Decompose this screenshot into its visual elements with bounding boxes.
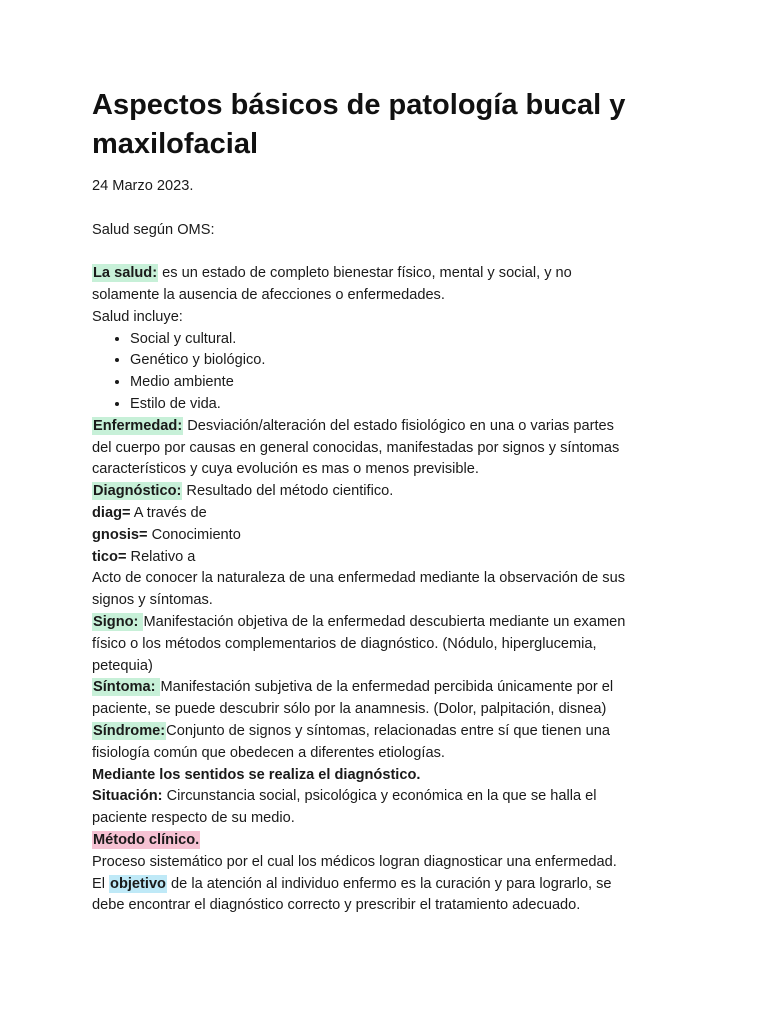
term-tico: tico= bbox=[92, 548, 127, 565]
document-body bbox=[92, 176, 692, 917]
metodo-text-1: Proceso sistemático por el cual los médicos logran diagnosticar una enfermedad. bbox=[92, 853, 617, 870]
acto-text-1: Acto de conocer la naturaleza de una enfermedad mediante la observación de sus bbox=[92, 570, 626, 587]
enfermedad-text-1: Desviación/alteración del estado fisiológico en una o varias partes bbox=[183, 417, 614, 434]
term-situacion: Situación: bbox=[92, 788, 163, 805]
tico-text: Relativo a bbox=[126, 548, 196, 565]
term-gnosis: gnosis= bbox=[92, 526, 148, 543]
term-diagnostico: Diagnóstico: bbox=[93, 483, 182, 500]
salud-definition bbox=[92, 263, 692, 285]
gnosis-line bbox=[92, 525, 692, 547]
metodo-objetivo-line bbox=[92, 874, 692, 896]
salud-includes-label: Salud incluye: bbox=[92, 308, 183, 325]
list-item: • Medio ambiente bbox=[130, 372, 692, 394]
diagnostico-definition bbox=[92, 481, 692, 503]
list-item: • Genético y biológico. bbox=[130, 350, 692, 372]
salud-text-1: es un estado de completo bienestar físico, mental y social, y no bbox=[158, 265, 572, 282]
metodo-el: El bbox=[92, 875, 110, 892]
page-title: Aspectos básicos de patología bucal y maxilofacial bbox=[92, 89, 626, 160]
date: 24 Marzo 2023. bbox=[92, 178, 194, 194]
signo-text-1: Manifestación objetiva de la enfermedad descubierta mediante un examen bbox=[143, 613, 626, 630]
metodo-text-2: de la atención al individuo enfermo es la curación y para lograrlo, se bbox=[166, 875, 612, 892]
term-salud: La salud: bbox=[93, 265, 158, 282]
enfermedad-text-3: característicos y cuya evolución es mas o menos previsible. bbox=[92, 461, 479, 478]
sintoma-text-1: Manifestación subjetiva de la enfermedad percibida únicamente por el bbox=[160, 679, 614, 696]
sindrome-definition bbox=[92, 721, 692, 743]
diag-line bbox=[92, 503, 692, 525]
term-signo: Signo: bbox=[93, 613, 143, 630]
situacion-text-1: Circunstancia social, psicológica y económica en la que se halla el bbox=[162, 788, 597, 805]
situacion-text-2: paciente respecto de su medio. bbox=[92, 810, 295, 827]
acto-text-2: signos y síntomas. bbox=[92, 592, 213, 609]
diagnostico-text: Resultado del método cientifico. bbox=[182, 483, 394, 500]
sentidos-text: Mediante los sentidos se realiza el diagnóstico. bbox=[92, 766, 421, 783]
situacion-definition bbox=[92, 786, 692, 808]
signo-text-3: petequia) bbox=[92, 657, 153, 674]
metodo-text-3: debe encontrar el diagnóstico correcto y prescribir el tratamiento adecuado. bbox=[92, 897, 581, 914]
list-item: • Estilo de vida. bbox=[130, 394, 692, 416]
sentidos-statement bbox=[92, 765, 692, 787]
tico-line bbox=[92, 547, 692, 569]
sindrome-text-2: fisiología común que obedecen a diferentes etiologías. bbox=[92, 744, 445, 761]
salud-text-2: solamente la ausencia de afecciones o enfermedades. bbox=[92, 286, 445, 303]
term-sindrome: Síndrome: bbox=[93, 722, 166, 739]
signo-text-2: físico o los métodos complementarios de diagnóstico. (Nódulo, hiperglucemia, bbox=[92, 635, 597, 652]
sindrome-text-1: Conjunto de signos y síntomas, relacionadas entre sí que tienen una bbox=[166, 722, 610, 739]
sintoma-text-2: paciente, se puede descubrir sólo por la anamnesis. (Dolor, palpitación, disnea) bbox=[92, 701, 607, 718]
term-objetivo: objetivo bbox=[110, 875, 166, 892]
sintoma-definition bbox=[92, 677, 692, 699]
list-item: • Social y cultural. bbox=[130, 329, 692, 351]
term-sintoma: Síntoma: bbox=[93, 679, 160, 696]
diag-text: A través de bbox=[130, 504, 207, 521]
enfermedad-definition bbox=[92, 416, 692, 438]
metodo-heading bbox=[92, 830, 692, 852]
salud-includes-list bbox=[92, 329, 692, 416]
term-metodo: Método clínico. bbox=[93, 831, 200, 848]
term-diag: diag= bbox=[92, 504, 131, 521]
enfermedad-text-2: del cuerpo por causas en general conocidas, manifestadas por signos y síntomas bbox=[92, 439, 620, 456]
intro-text: Salud según OMS: bbox=[92, 221, 215, 238]
term-enfermedad: Enfermedad: bbox=[93, 417, 183, 434]
gnosis-text: Conocimiento bbox=[147, 526, 241, 543]
signo-definition bbox=[92, 612, 692, 634]
